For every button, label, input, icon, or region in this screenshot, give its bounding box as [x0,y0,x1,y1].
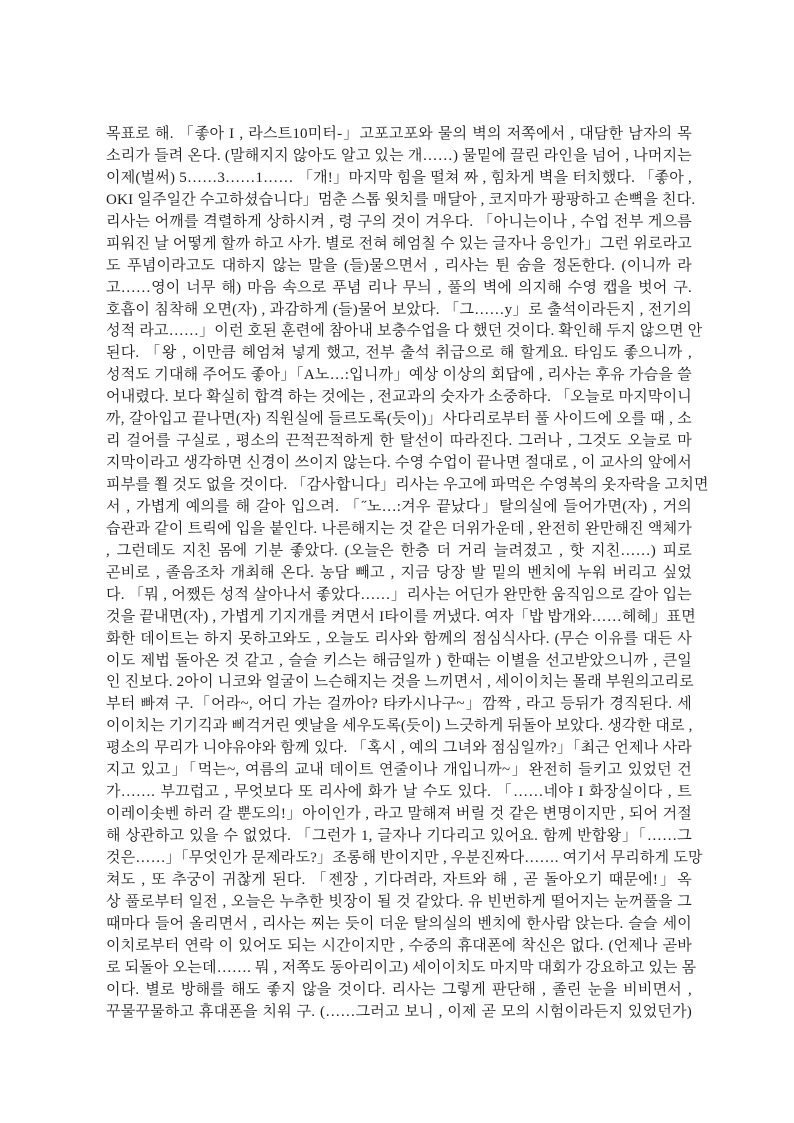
text-line: 리 걸어를 구실로 , 평소의 끈적끈적하게 한 탈선이 따라진다. 그러나 , 그것도 오늘로 마 [106,433,692,450]
text-line: 도 푸념이라고도 대하지 않는 말을 (들)물으면서 , 리사는 튄 숨을 정돈한다. (이니까 라 [106,257,692,274]
text-line: 피부를 쬘 것도 없을 것이다. 「감사합니다」리사는 우고에 파먹은 수영복의 옷자락을 고치면 [106,477,709,493]
text-line: 이레이솟벤 하러 갈 뿐도의!」아이인가 , 라고 말해져 버릴 것 같은 변명이지만 , 되어 거절 [106,806,692,823]
text-line: 소리가 들려 온다. (말해지지 않아도 알고 있는 개……) 물밑에 끌린 라인을 넘어 , 나머지는 [106,147,692,164]
text-line: 호흡이 침착해 오면(자) , 과감하게 (들)물어 보았다. 「그……y」로 출석이라든지 , 전기의 [106,301,692,318]
text-line: 것을 끝내면(자) , 가볍게 기지개를 켜면서 I타이를 꺼냈다. 여자「밥 밥개와……헤헤」표면 [106,608,696,625]
text-line: 다. 「뭐 , 어쨌든 성적 살아나서 좋았다……」리사는 어딘가 완만한 움직임으로 갈아 입는 [106,586,692,603]
text-line: OKI 일주일간 수고하셨습니다」멈춘 스톱 윗치를 매달아 , 코지마가 팡팡하고 손뼉을 친다. [106,191,696,208]
body-text-block [106,124,709,1023]
text-line: 쳐도 , 또 추궁이 귀찮게 된다. 「젠장 , 기다려라, 자트와 해 , 곧 돌아오기 때문에!」옥 [106,871,692,888]
text-line: 서 , 가볍게 예의를 해 갈아 입으려. 「˝노…:겨우 끝났다」탈의실에 들어가면(자) , 거의 [106,498,692,515]
text-line: 이제(벌써) 5……3……1…… 「개!」마지막 힘을 떨쳐 짜 , 힘차게 벽을 터치했다. 「좋아 , [106,169,692,186]
text-line: 이도 제법 돌아온 것 같고 , 슬슬 키스는 해금일까 ) 한때는 이별을 선고받았으니까 , 큰일 [106,652,692,669]
text-line: 곤비로 , 졸음조차 개최해 온다. 농담 빼고 , 지금 당장 발 밑의 벤치에 누워 버리고 싶었 [106,564,692,581]
text-line: 평소의 무리가 니야유야와 함께 있다. 「혹시 , 예의 그녀와 점심일까?」「최근 언제나 사라 [106,740,692,757]
text-line: 때마다 들어 올리면서 , 리사는 찌는 듯이 더운 탈의실의 벤치에 한사람 앉는다. 슬슬 세이 [106,915,692,932]
text-line: 가……. 부끄럽고 , 무엇보다 또 리사에 화가 날 수도 있다. 「……네야 I 화장실이다 , 트 [106,784,692,801]
text-line: 지고 있고」「먹는~, 여름의 교내 데이트 연줄이나 개입니까~」완전히 들키고 있었던 건 [106,762,692,779]
text-line: 화한 데이트는 하지 못하고와도 , 오늘도 리사와 함께의 점심식사다. (무슨 이유를 대든 사 [106,630,692,647]
text-line: 어내렸다. 보다 확실히 합격 하는 것에는 , 전교과의 숫자가 소중하다. 「오늘로 마지막이니 [106,389,692,406]
text-line: 고……영이 너무 해) 마음 속으로 푸념 리나 무늬 , 풀의 벽에 의지해 수영 캡을 벗어 구. [106,279,692,296]
text-line: 지막이라고 생각하면 신경이 쓰이지 않는다. 수영 수업이 끝나면 절대로 , 이 교사의 앞에서 [106,455,692,472]
text-line: 상 풀로부터 일전 , 오늘은 누추한 빗장이 될 것 같았다. 유 빈번하게 떨어지는 눈꺼풀을 그 [106,893,692,910]
text-line: 인 진보다. 2아이 니코와 얼굴이 느슨해지는 것을 느끼면서 , 세이이치는 몰래 부원의고리로 [106,674,694,691]
text-line: 이이치는 기기긱과 삐걱거린 옛날을 세우도록(듯이) 느긋하게 뒤돌아 보았다. 생각한 대로 , [106,718,693,735]
text-line: 된다. 「왕 , 이만큼 헤엄쳐 넣게 했고, 전부 출석 취급으로 해 할게요. 타임도 좋으니까 , [106,345,692,362]
text-line: 이치로부터 연락 이 있어도 되는 시간이지만 , 수중의 휴대폰에 착신은 없다. (언제나 곧바 [106,937,692,954]
text-line: 성적 라고……」이런 호된 훈련에 참아내 보충수업을 다 했던 것이다. 확인해 두지 않으면 안 [106,323,703,340]
text-line: 리사는 어깨를 격렬하게 상하시켜 , 령 구의 것이 겨우다. 「아니는이나 , 수업 전부 게으름 [106,213,692,230]
text-line: 이다. 별로 방해를 해도 좋지 않을 것이다. 리사는 그렇게 판단해 , 졸린 눈을 비비면서 , [106,981,692,998]
text-line: 것은……」「무엇인가 문제라도?」조롱해 반이지만 , 우분진짜다……. 여기서 무리하게 도망 [106,849,703,866]
text-line: 해 상관하고 있을 수 없었다. 「그런가 1, 글자나 기다리고 있어요. 함께 반합왕」「……그 [106,828,692,844]
text-line: 꾸물꾸물하고 휴대폰을 치워 구. (……그러고 보니 , 이제 곧 모의 시험이라든지 있었던가) [106,1003,692,1020]
text-line: 습관과 같이 트릭에 입을 붙인다. 나른해지는 것 같은 더위가운데 , 완전히 완만해진 액체가 [106,520,692,537]
text-line: 목표로 해. 「좋아 I , 라스트10미터-」고포고포와 물의 벽의 저쪽에서 , 대담한 남자의 목 [106,126,692,142]
text-line: 까, 갈아입고 끝나면(자) 직원실에 들르도록(듯이)」사다리로부터 풀 사이드에 오를 때 , 소 [106,411,692,428]
text-line: 성적도 기대해 주어도 좋아」「A노…:입니까」예상 이상의 회답에 , 리사는 후유 가슴을 쓸 [106,367,692,384]
text-line: 부터 빠져 구.「어라~, 어디 가는 걸까아? 타카시나구~」깜짝 , 라고 등뒤가 경직된다. 세 [106,696,692,713]
text-line: 피워진 날 어떻게 할까 하고 사가. 별로 전혀 헤엄칠 수 있는 글자나 응인가」그런 위로라고 [106,235,692,252]
text-line: 로 되돌아 오는데……. 뭐 , 저쪽도 동아리이고) 세이이치도 마지막 대회가 강요하고 있는 몸 [106,959,697,976]
text-line: , 그런데도 지친 몸에 기분 좋았다. (오늘은 한층 더 거리 늘려졌고 , 핫 지친……) 피로 [106,542,692,559]
